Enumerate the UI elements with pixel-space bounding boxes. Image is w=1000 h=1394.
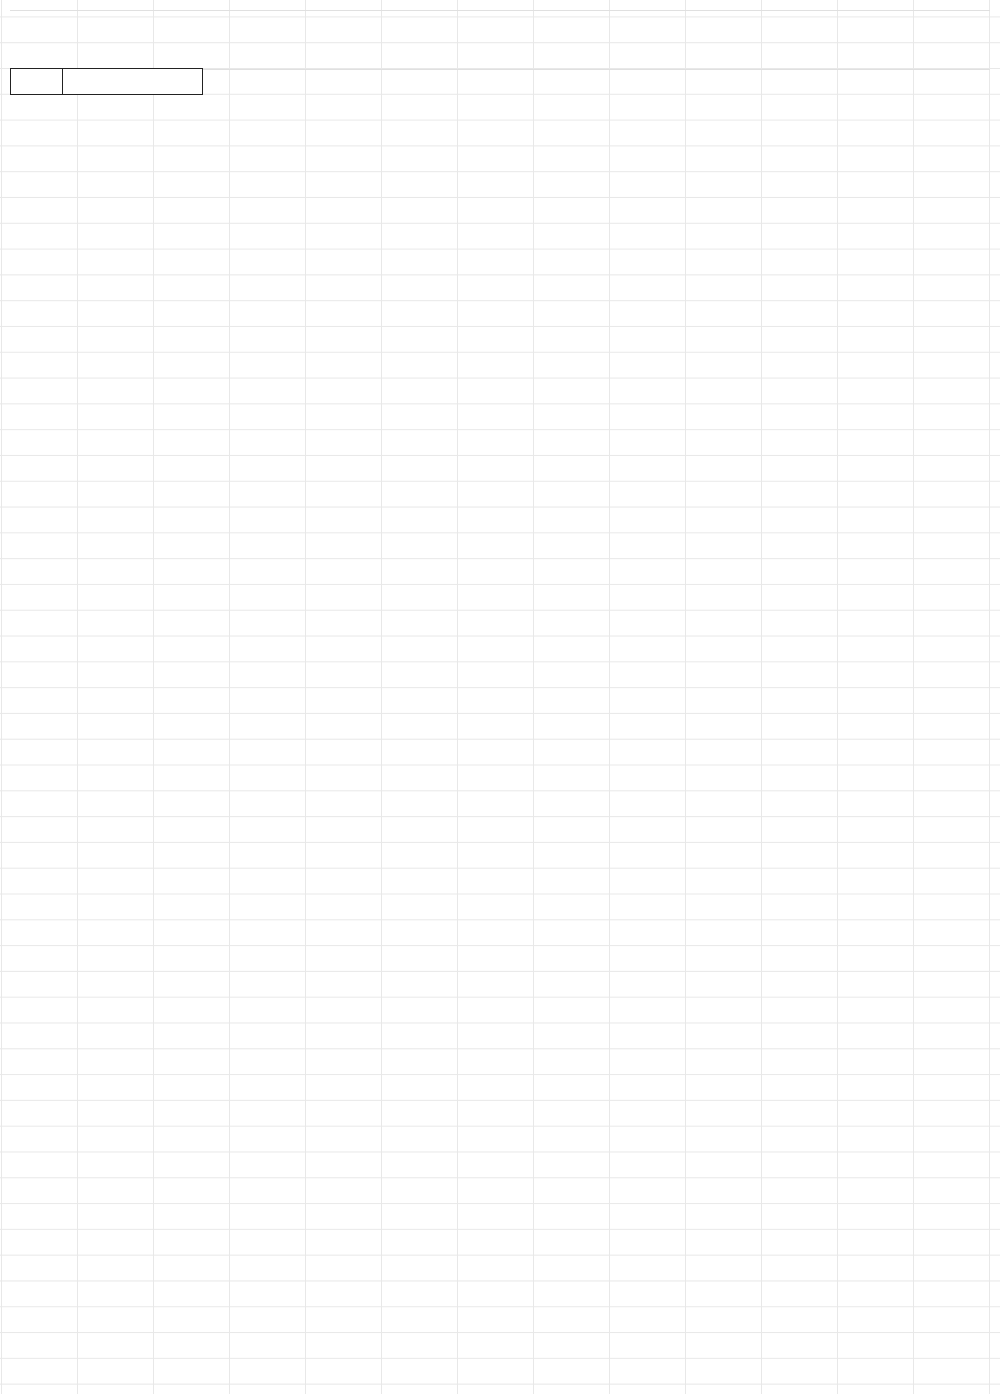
roster-header-name[interactable] — [63, 69, 203, 95]
page-title — [10, 10, 990, 70]
roster-header-row — [11, 69, 203, 95]
roster-header-id[interactable] — [11, 69, 63, 95]
student-roster-table — [10, 68, 203, 95]
